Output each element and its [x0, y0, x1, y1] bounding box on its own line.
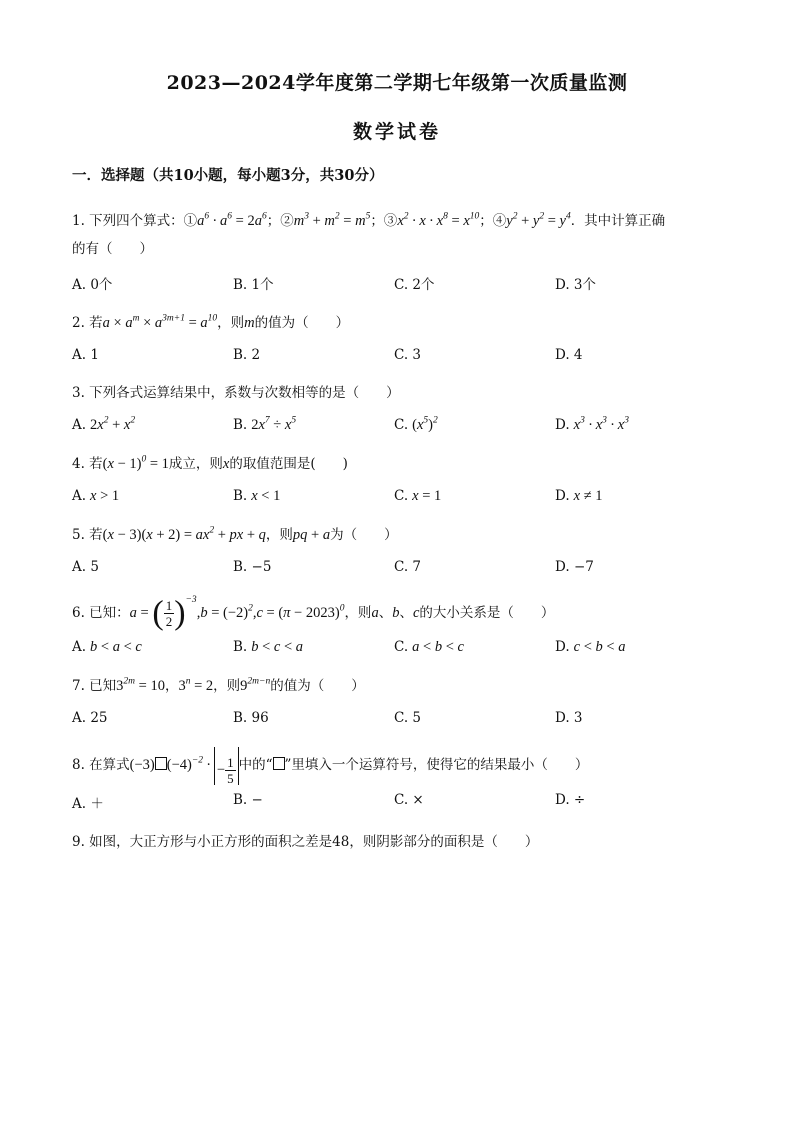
question-2: 2. 若$a \times a^m \times a^{3m+1} = a^{10}$，则m的值为（ ）	[72, 313, 350, 331]
expr: $9^{2m-n}$	[240, 676, 271, 694]
expr: $m^3 + m^2 = m^5$	[293, 211, 371, 229]
question-6: 6. 已知：a = ( $\frac{1}{2}$ )$^{-3},b = (-2)^2,c = (\pi - 2023)^0$，则a、b、c的大小关系是（ ）	[72, 594, 555, 632]
option-c: C. ×	[394, 792, 424, 808]
section-heading-choice: 一．选择题（共10小题，每小题3分，共30分）	[72, 167, 384, 184]
option-d: D. $x^3 \cdot x^3 \cdot x^3$	[555, 415, 629, 433]
question-1-options	[72, 273, 722, 293]
option-d: D. x ≠ 1	[555, 488, 603, 504]
option-b: B. −5	[233, 559, 272, 575]
expr: $(x - 1)^0 = 1$	[102, 454, 169, 472]
blank-box-icon	[273, 757, 285, 770]
figure-area	[72, 856, 722, 1056]
option-b: B. 96	[233, 710, 269, 726]
blank-box-icon	[155, 757, 167, 770]
option-a: A. 1	[72, 347, 99, 363]
option-d: D. 3	[555, 710, 583, 726]
question-5: 5. 若$(x - 3)(x + 2) = ax^2$ + px + q，则pq + a为（ ）	[72, 525, 398, 543]
question-3-options	[72, 417, 722, 434]
option-c: C. 5	[394, 710, 422, 726]
option-d: D. 4	[555, 347, 583, 363]
expr: (−3) $(-4)^{-2}$ · − $\frac{1}{5}$	[130, 757, 239, 773]
option-c: C. 3	[394, 347, 422, 363]
expr: a = ( $\frac{1}{2}$ )$^{-3},b = (-2)^2,c = (\pi - 2023)^0$	[129, 594, 345, 632]
option-b: B. x < 1	[233, 488, 281, 504]
option-b: B. 2	[233, 347, 261, 363]
option-c: C. 7	[394, 559, 422, 575]
option-b: B. $2x^7 \div x^5$	[233, 415, 297, 433]
question-5-options	[72, 559, 722, 575]
expr: $a^6 \cdot a^6 = 2a^6$	[197, 211, 267, 229]
question-9: 9. 如图，大正方形与小正方形的面积之差是48，则阴影部分的面积是（ ）	[72, 834, 539, 850]
expr: $y^2 + y^2 = y^4$	[506, 211, 571, 229]
question-7-options	[72, 710, 722, 726]
page-title: 2023—2024学年度第二学期七年级第一次质量监测	[166, 72, 628, 94]
option-a: A. $2x^2 + x^2$	[72, 415, 136, 433]
option-a: A. 0个	[72, 277, 113, 293]
option-a: A. x > 1	[72, 488, 120, 504]
expr: $x^2 \cdot x \cdot x^8 = x^{10}$	[397, 211, 480, 229]
expr: $(x - 3)(x + 2) = ax^2$ + px + q	[102, 525, 266, 543]
question-3: 3. 下列各式运算结果中，系数与次数相等的是（ ）	[72, 385, 400, 401]
question-6-options	[72, 639, 722, 656]
question-8-options	[72, 792, 722, 812]
expr: 3$^n$ = 2	[178, 676, 214, 694]
expr: $3^{2m} = 10$	[116, 676, 165, 694]
option-d: D. 3个	[555, 277, 597, 293]
question-8: 8. 在算式(−3) $(-4)^{-2}$ · − $\frac{1}{5}$ 中的“ ”里填入一个运算符号，使得它的结果最小（ ）	[72, 742, 722, 788]
question-7: 7. 已知$3^{2m} = 10$，3$^n$ = 2，则$9^{2m-n}$的值为（ ）	[72, 676, 365, 694]
question-2-options	[72, 347, 722, 363]
question-1: 1. 下列四个算式：$①a^6 \cdot a^6 = 2a^6$；$②m^3 + m^2 = m^5$；$③x^2 \cdot x \cdot x^8 = x^{10}$；$④y^2 + y^2 = y^4$．其中计算正确 的有（ ）	[72, 207, 722, 263]
option-b: B. b < c < a	[233, 639, 304, 655]
question-4-options	[72, 488, 722, 505]
option-a: A. 25	[72, 710, 108, 726]
option-c: C. $(x^5)^2$	[394, 415, 438, 433]
option-c: C. a < b < c	[394, 639, 464, 655]
page-subtitle: 数学试卷	[352, 121, 441, 143]
option-a: A. ＋	[72, 796, 104, 812]
option-c: C. 2个	[394, 277, 435, 293]
option-b: B. −	[233, 792, 263, 808]
question-4: 4. 若$(x - 1)^0 = 1$成立，则x的取值范围是( )	[72, 454, 348, 472]
option-d: D. c < b < a	[555, 639, 626, 655]
option-b: B. 1个	[233, 277, 274, 293]
option-a: A. b < a < c	[72, 639, 142, 655]
option-c: C. x = 1	[394, 488, 442, 504]
expr: $a \times a^m \times a^{3m+1} = a^{10}$	[102, 313, 218, 331]
question-1-stem: 1. 下列四个算式：$①a^6 \cdot a^6 = 2a^6$；$②m^3 + m^2 = m^5$；$③x^2 \cdot x \cdot x^8 = x^{10}$；$④y^2 + y^2 = y^4$．其中计算正确	[72, 211, 666, 229]
option-d: D. −7	[555, 559, 594, 575]
option-a: A. 5	[72, 559, 99, 575]
option-d: D. ÷	[555, 792, 586, 808]
